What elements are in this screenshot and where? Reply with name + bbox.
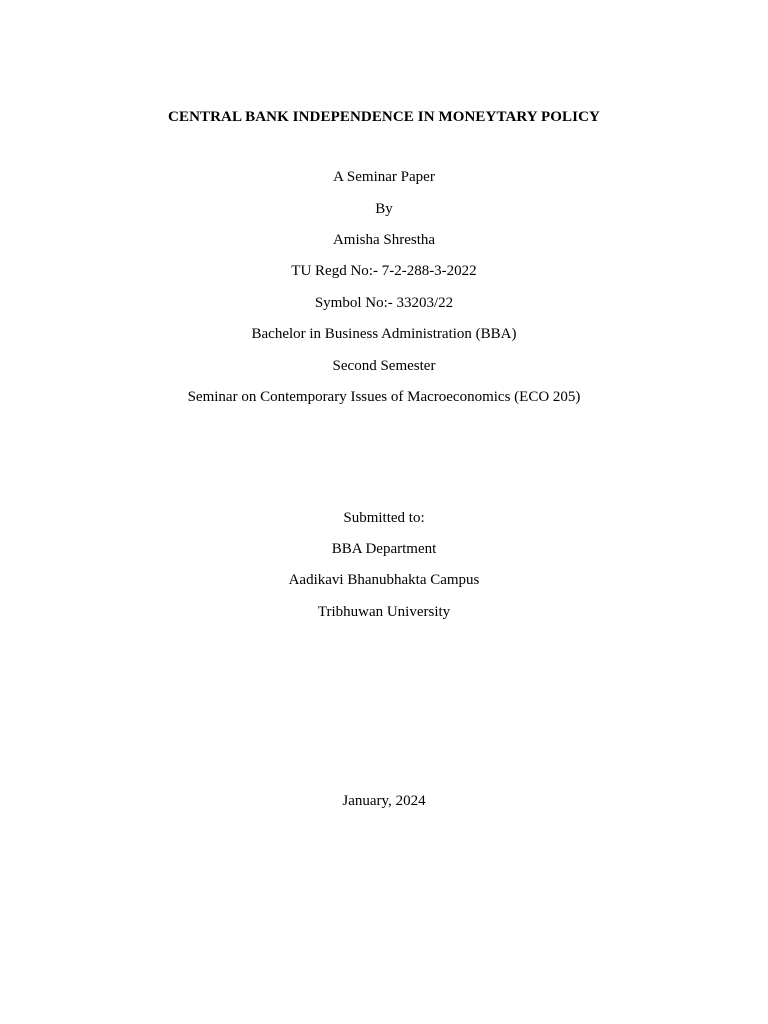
paper-title: CENTRAL BANK INDEPENDENCE IN MONEYTARY POLICY <box>168 109 600 125</box>
university-name: Tribhuwan University <box>317 604 451 620</box>
course-name: Seminar on Contemporary Issues of Macroeconomics (ECO 205) <box>187 389 581 405</box>
paper-type: A Seminar Paper <box>333 169 435 185</box>
symbol-number: Symbol No:- 33203/22 <box>314 295 454 311</box>
campus-name: Aadikavi Bhanubhakta Campus <box>288 572 480 588</box>
by-label: By <box>375 201 393 217</box>
author-name: Amisha Shrestha <box>332 232 436 248</box>
submission-date: January, 2024 <box>342 793 426 809</box>
department-name: BBA Department <box>331 541 437 557</box>
semester-name: Second Semester <box>332 358 436 374</box>
regd-number: TU Regd No:- 7-2-288-3-2022 <box>291 263 477 279</box>
program-name: Bachelor in Business Administration (BBA) <box>251 326 517 342</box>
submitted-to-label: Submitted to: <box>343 510 425 526</box>
